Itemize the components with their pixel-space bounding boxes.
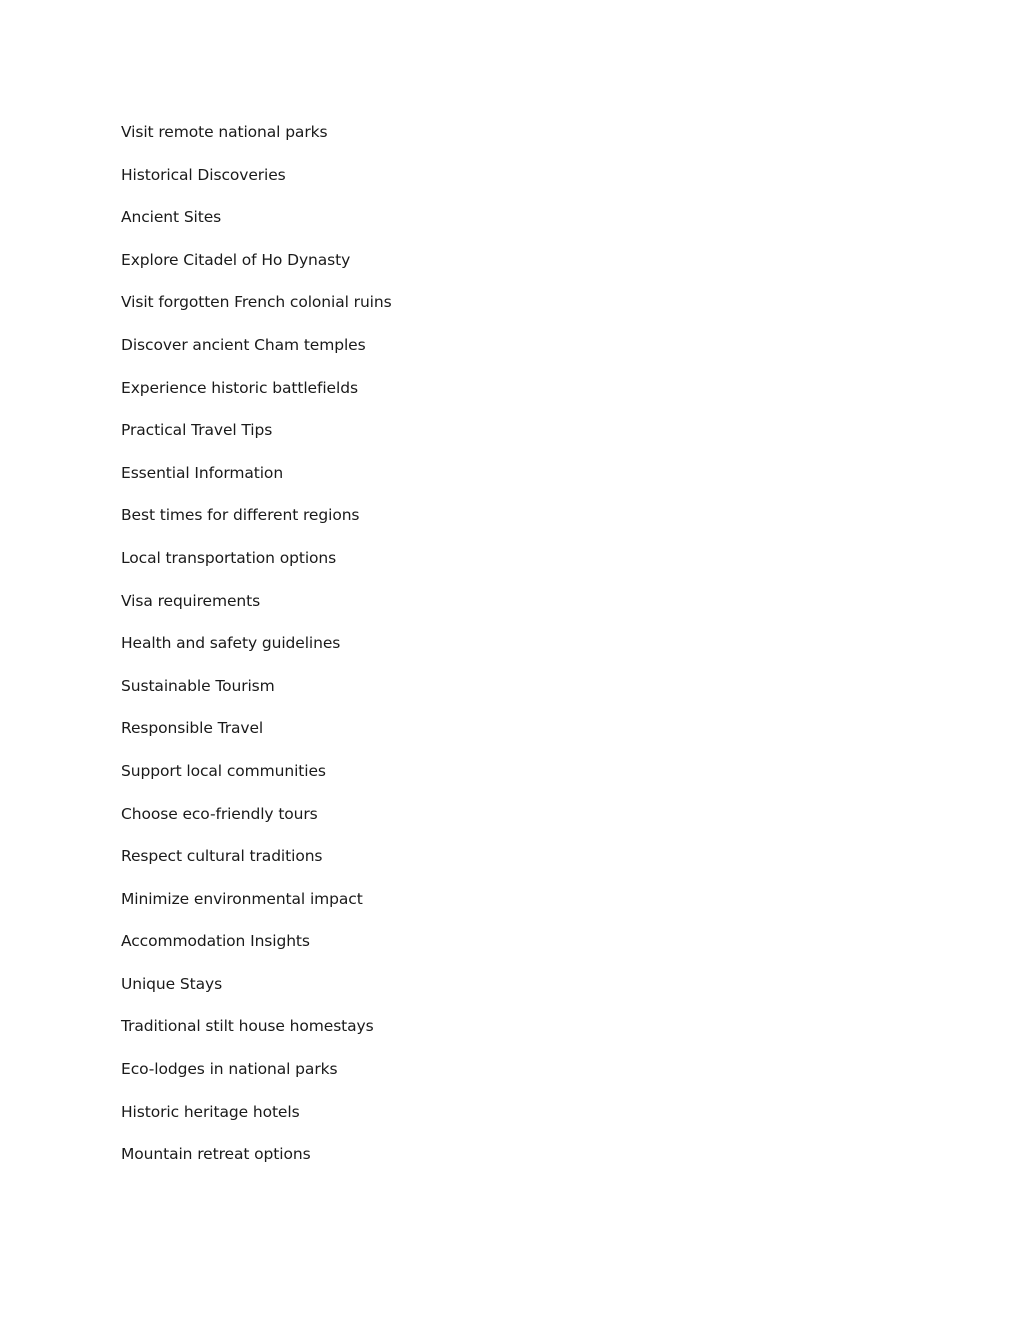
text-line: Sustainable Tourism xyxy=(121,676,275,695)
text-line: Eco-lodges in national parks xyxy=(121,1060,338,1079)
text-line: Ancient Sites xyxy=(121,208,222,227)
text-line: Discover ancient Cham temples xyxy=(121,335,366,354)
text-line: Local transportation options xyxy=(121,548,337,567)
text-line: Visit forgotten French colonial ruins xyxy=(121,293,392,312)
text-line: Visa requirements xyxy=(121,591,261,610)
text-line: Traditional stilt house homestays xyxy=(121,1017,374,1036)
text-line: Experience historic battlefields xyxy=(121,378,358,397)
text-lines xyxy=(121,119,392,1184)
text-line: Practical Travel Tips xyxy=(121,421,273,440)
text-line: Respect cultural traditions xyxy=(121,847,323,866)
text-line: Choose eco-friendly tours xyxy=(121,804,318,823)
text-line: Essential Information xyxy=(121,463,284,482)
text-line: Best times for different regions xyxy=(121,506,360,525)
text-line: Responsible Travel xyxy=(121,719,264,738)
text-line: Support local communities xyxy=(121,761,326,780)
text-line: Mountain retreat options xyxy=(121,1145,311,1164)
text-line: Minimize environmental impact xyxy=(121,889,363,908)
text-line: Explore Citadel of Ho Dynasty xyxy=(121,250,351,269)
text-line: Unique Stays xyxy=(121,974,223,993)
text-line: Health and safety guidelines xyxy=(121,634,341,653)
text-line: Accommodation Insights xyxy=(121,932,310,951)
text-line: Visit remote national parks xyxy=(121,123,328,141)
text-line: Historic heritage hotels xyxy=(121,1102,300,1121)
text-line: Historical Discoveries xyxy=(121,165,286,184)
